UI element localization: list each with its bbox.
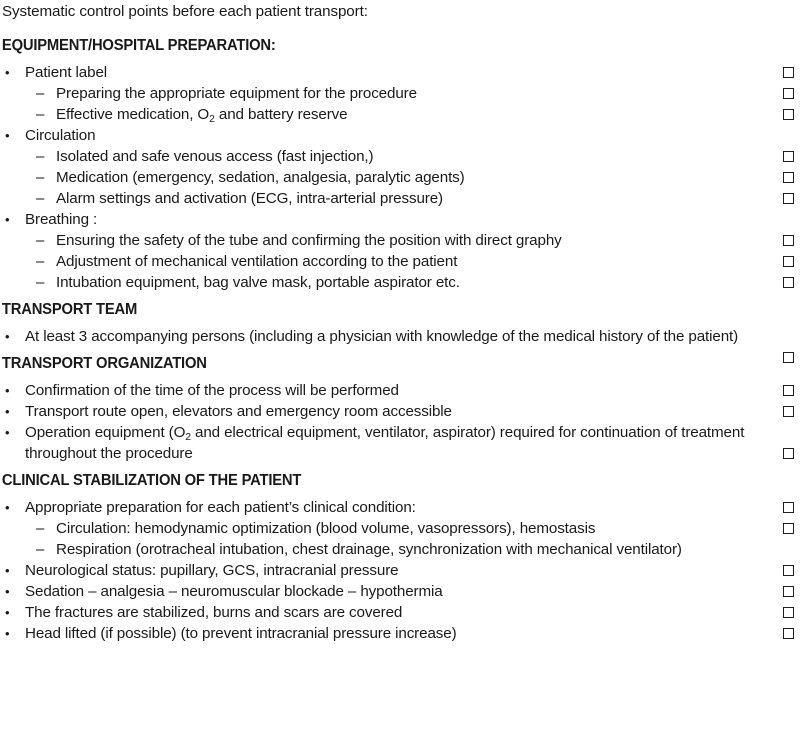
sections-container	[0, 29, 800, 644]
item-label	[56, 104, 774, 125]
checklist-item	[0, 62, 800, 83]
checklist-item	[0, 422, 800, 464]
bullet-icon: •	[5, 605, 10, 620]
item-label: Patient label	[25, 64, 108, 81]
item-label: Transport route open, elevators and emergency room accessible	[25, 403, 452, 420]
checkbox[interactable]	[783, 88, 794, 99]
checklist-item	[0, 380, 800, 401]
checklist-item	[0, 497, 800, 518]
item-label: Medication (emergency, sedation, analgesia, paralytic agents)	[56, 169, 465, 186]
checklist-subitem	[0, 272, 800, 293]
checkbox[interactable]	[783, 193, 794, 204]
item-label: Isolated and safe venous access (fast injection,)	[56, 148, 374, 165]
checkbox[interactable]	[783, 172, 794, 183]
dash-icon: –	[36, 274, 45, 291]
item-label: Confirmation of the time of the process will be performed	[25, 382, 399, 399]
checkbox[interactable]	[783, 109, 794, 120]
item-label	[25, 422, 796, 464]
checkbox[interactable]	[783, 448, 794, 459]
item-label-part: and battery reserve	[214, 106, 348, 123]
dash-icon: –	[36, 190, 45, 207]
section-heading-transport-organization: TRANSPORT ORGANIZATION	[1, 355, 207, 372]
section-heading-equipment-hospital-preparation: EQUIPMENT/HOSPITAL PREPARATION:	[1, 37, 276, 54]
item-label: At least 3 accompanying persons (including a physician with knowledge of the medical history of the patient)	[25, 328, 739, 345]
item-label: Appropriate preparation for each patient’s clinical condition:	[25, 499, 416, 516]
checklist-subitem	[0, 83, 800, 104]
checklist-subitem	[0, 518, 800, 539]
dash-icon: –	[36, 253, 45, 270]
checklist-subitem	[0, 167, 800, 188]
subscript: 2	[185, 431, 191, 443]
dash-icon: –	[36, 232, 45, 249]
section-heading-transport-team: TRANSPORT TEAM	[1, 301, 138, 318]
item-label: Sedation – analgesia – neuromuscular blockade – hypothermia	[25, 583, 443, 600]
item-label: Alarm settings and activation (ECG, intra-arterial pressure)	[56, 190, 443, 207]
checklist-item	[0, 560, 800, 581]
checklist-item	[0, 209, 800, 230]
checkbox[interactable]	[783, 352, 794, 363]
item-label: Preparing the appropriate equipment for the procedure	[56, 85, 417, 102]
bullet-icon: •	[5, 329, 10, 344]
item-label: Breathing :	[25, 211, 98, 228]
item-label-part: Operation equipment (O	[25, 424, 186, 441]
bullet-icon: •	[5, 404, 10, 419]
dash-icon: –	[36, 85, 45, 102]
item-label: Intubation equipment, bag valve mask, portable aspirator etc.	[56, 274, 460, 291]
checkbox[interactable]	[783, 406, 794, 417]
item-label: The fractures are stabilized, burns and scars are covered	[25, 604, 403, 621]
checkbox[interactable]	[783, 67, 794, 78]
bullet-icon: •	[5, 128, 10, 143]
section-heading-clinical-stabilization-of-the-patient: CLINICAL STABILIZATION OF THE PATIENT	[1, 472, 302, 489]
bullet-icon: •	[5, 212, 10, 227]
bullet-icon: •	[5, 65, 10, 80]
checkbox[interactable]	[783, 151, 794, 162]
item-label-part: Effective medication, O	[56, 106, 210, 123]
bullet-icon: •	[5, 626, 10, 641]
checkbox[interactable]	[783, 607, 794, 618]
checkbox[interactable]	[783, 256, 794, 267]
checkbox[interactable]	[783, 523, 794, 534]
checkbox[interactable]	[783, 565, 794, 576]
item-label: Respiration (orotracheal intubation, chest drainage, synchronization with mechanical ventilator)	[56, 541, 682, 558]
item-label: Head lifted (if possible) (to prevent intracranial pressure increase)	[25, 625, 457, 642]
checklist-subitem	[0, 104, 800, 125]
checkbox[interactable]	[783, 385, 794, 396]
bullet-icon: •	[5, 584, 10, 599]
checklist-subitem	[0, 230, 800, 251]
item-label: Adjustment of mechanical ventilation according to the patient	[56, 253, 458, 270]
subscript: 2	[209, 113, 215, 125]
item-label: Circulation	[25, 127, 96, 144]
bullet-icon: •	[5, 425, 10, 440]
checklist-subitem	[0, 146, 800, 167]
bullet-icon: •	[5, 500, 10, 515]
bullet-icon: •	[5, 383, 10, 398]
dash-icon: –	[36, 520, 45, 537]
dash-icon: –	[36, 148, 45, 165]
dash-icon: –	[36, 541, 45, 558]
item-label: Circulation: hemodynamic optimization (blood volume, vasopressors), hemostasis	[56, 520, 596, 537]
checklist-item	[0, 602, 800, 623]
item-label: Neurological status: pupillary, GCS, intracranial pressure	[25, 562, 399, 579]
checklist-subitem	[0, 251, 800, 272]
bullet-icon: •	[5, 563, 10, 578]
checkbox[interactable]	[783, 628, 794, 639]
checklist-item	[0, 623, 800, 644]
item-label-part: and electrical equipment, ventilator, aspirator) required for continuation of treatment throughout the procedure	[25, 424, 745, 462]
checkbox[interactable]	[783, 502, 794, 513]
item-label: Ensuring the safety of the tube and confirming the position with direct graphy	[56, 232, 562, 249]
dash-icon: –	[36, 169, 45, 186]
checklist-item	[0, 401, 800, 422]
checklist-item	[0, 581, 800, 602]
checklist-item	[0, 125, 800, 146]
checklist-subitem	[0, 188, 800, 209]
checklist-item	[0, 326, 800, 347]
checkbox[interactable]	[783, 277, 794, 288]
checkbox[interactable]	[783, 235, 794, 246]
intro-line: Systematic control points before each patient transport:	[2, 3, 368, 20]
checklist-subitem	[0, 539, 800, 560]
dash-icon: –	[36, 106, 45, 123]
checkbox[interactable]	[783, 586, 794, 597]
